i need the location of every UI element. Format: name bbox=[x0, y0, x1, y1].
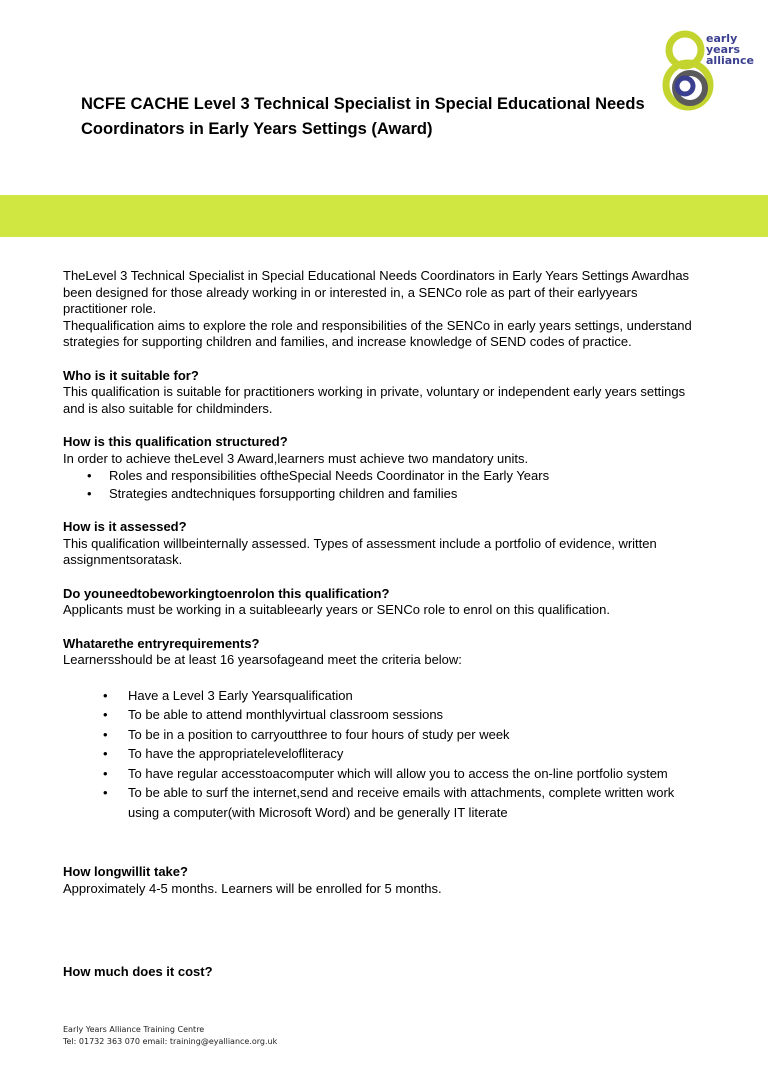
intro-paragraph: TheLevel 3 Technical Specialist in Special Educational Needs Coordinators in Early Years Settings Awardhas been designed for those already working in or interested in, a SENCo role as part of their earlyyears practitioner role. bbox=[63, 268, 690, 316]
bullet-icon: • bbox=[103, 765, 108, 781]
bullet-icon: • bbox=[103, 707, 108, 722]
section-body-duration: Approximately 4-5 months. Learners will be enrolled for 5 months. bbox=[63, 880, 442, 896]
accent-band bbox=[0, 195, 768, 237]
units-list bbox=[63, 467, 703, 502]
footer-line: Early Years Alliance Training Centre bbox=[63, 1025, 205, 1034]
section-heading-duration: How longwillit take? bbox=[63, 864, 188, 879]
list-item: • Strategies andtechniques forsupporting children and families bbox=[87, 485, 458, 501]
list-item: • To be in a position to carryoutthree to four hours of study per week bbox=[63, 725, 703, 745]
section-heading-requirements: Whatarethe entryrequirements? bbox=[63, 635, 260, 651]
section-heading-assessed: How is it assessed? bbox=[63, 519, 187, 534]
bullet-icon: • bbox=[87, 485, 92, 501]
section-body-assessed: This qualification willbeinternally assessed. Types of assessment include a portfolio of evidence, written assignmentsoratask. bbox=[63, 535, 657, 567]
list-item: • To be able to attend monthlyvirtual classroom sessions bbox=[63, 705, 703, 725]
section-body-structure: In order to achieve theLevel 3 Award,learners must achieve two mandatory units. bbox=[63, 450, 529, 466]
page-footer bbox=[63, 1024, 277, 1048]
section-body-suitable: This qualification is suitable for practitioners working in private, voluntary or independent early years settings and is also suitable for childminders. bbox=[63, 384, 686, 416]
section-heading-structure: How is this qualification structured? bbox=[63, 434, 288, 449]
bullet-icon: • bbox=[103, 687, 108, 703]
list-item: • To have the appropriatelevelofliteracy bbox=[63, 744, 703, 764]
footer-contact: Tel: 01732 363 070 email: training@eyalliance.org.uk bbox=[63, 1037, 278, 1046]
section-heading-suitable: Who is it suitable for? bbox=[63, 367, 199, 383]
section-body-requirements: Learnersshould be at least 16 yearsofageand meet the criteria below: bbox=[63, 652, 462, 667]
document-title: NCFE CACHE Level 3 Technical Specialist in Special Educational Needs Coordinators in Early Years Settings (Award) bbox=[81, 95, 645, 138]
bullet-icon: • bbox=[103, 726, 108, 742]
requirements-list bbox=[63, 686, 703, 823]
section-heading-working: Do youneedtobeworkingtoenrolon this qualification? bbox=[63, 585, 390, 601]
intro-paragraph: Thequalification aims to explore the role and responsibilities of the SENCo in early years settings, understand strategies for supporting children and families, and increase knowledge of SEND codes of practice. bbox=[63, 317, 692, 349]
bullet-icon: • bbox=[87, 468, 92, 483]
list-item: • Roles and responsibilities oftheSpecial Needs Coordinator in the Early Years bbox=[87, 468, 550, 483]
bullet-icon: • bbox=[103, 785, 108, 800]
bullet-icon: • bbox=[103, 746, 108, 761]
logo-wordmark: early years alliance bbox=[706, 32, 754, 67]
list-item: • Have a Level 3 Early Yearsqualification bbox=[63, 686, 703, 706]
list-item: • To have regular accesstoacomputer which will allow you to access the on-line portfolio system bbox=[63, 764, 703, 784]
document-body bbox=[63, 268, 703, 981]
section-body-working: Applicants must be working in a suitableearly years or SENCo role to enrol on this qualification. bbox=[63, 602, 610, 617]
list-item: • To be able to surf the internet,send and receive emails with attachments, complete written work using a computer(with Microsoft Word) and be generally IT literate bbox=[103, 785, 675, 820]
section-heading-cost: How much does it cost? bbox=[63, 964, 213, 979]
